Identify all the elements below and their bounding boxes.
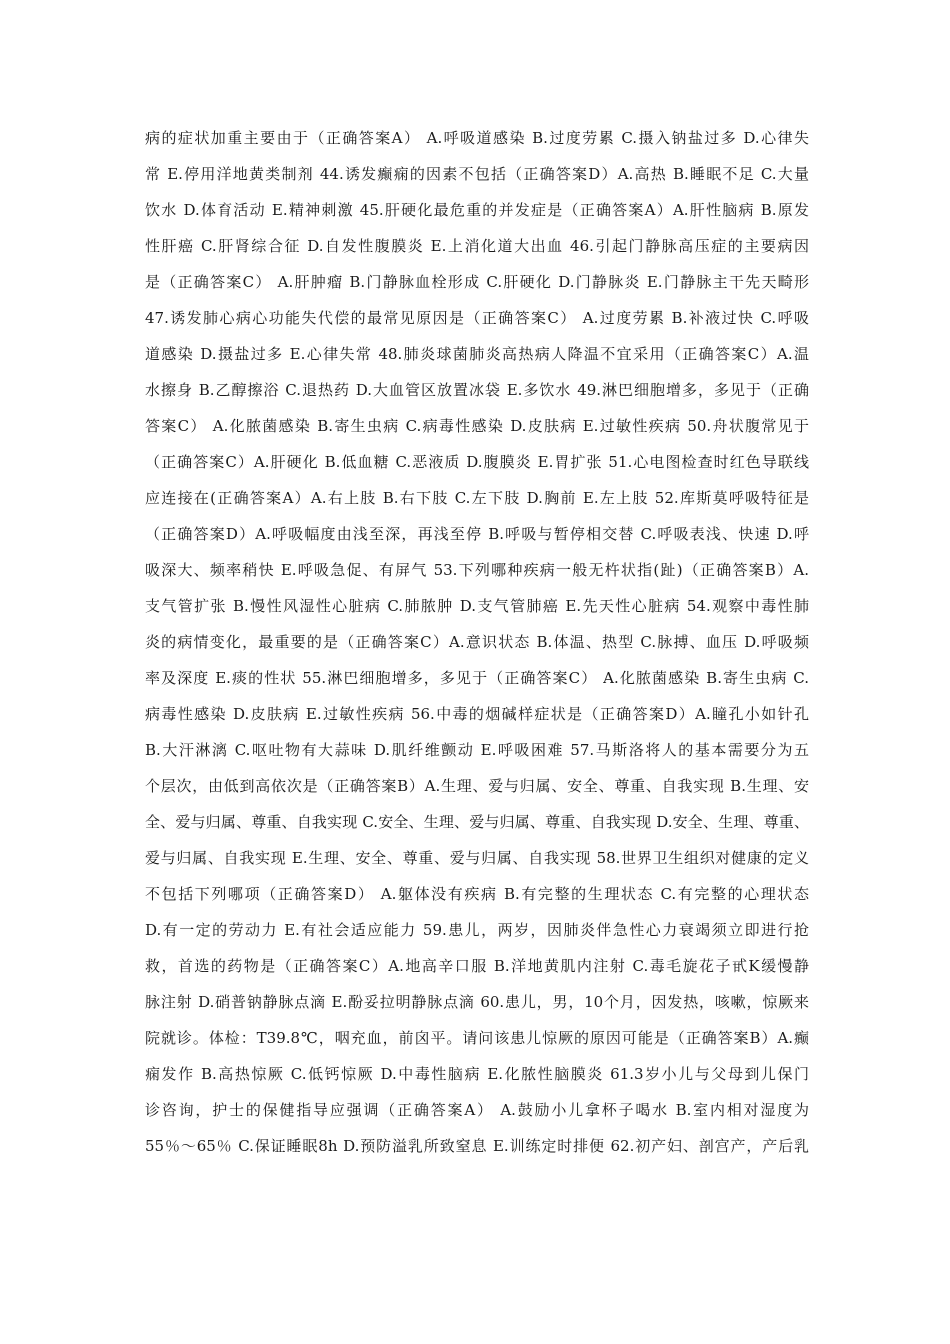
text-line: 炎的病情变化，最重要的是（正确答案C）A.意识状态 B.体温、热型 C.脉搏、血压 D.呼吸频: [145, 633, 809, 651]
text-line: 全、爱与归属、尊重、自我实现 C.安全、生理、爱与归属、尊重、自我实现 D.安全、生理、尊重、: [145, 813, 809, 831]
text-line: 常 E.停用洋地黄类制剂 44.诱发癫痫的因素不包括（正确答案D）A.高热 B.睡眠不足 C.大量: [145, 165, 809, 183]
text-line: 答案C） A.化脓菌感染 B.寄生虫病 C.病毒性感染 D.皮肤病 E.过敏性疾病 50.舟状腹常见于: [145, 417, 809, 435]
text-line: 病毒性感染 D.皮肤病 E.过敏性疾病 56.中毒的烟碱样症状是（正确答案D）A.瞳孔小如针孔: [145, 705, 809, 723]
text-line: 院就诊。体检：T39.8℃，咽充血，前囟平。请问该患儿惊厥的原因可能是（正确答案B）A.癫: [145, 1029, 809, 1047]
text-line: 道感染 D.摄盐过多 E.心律失常 48.肺炎球菌肺炎高热病人降温不宜采用（正确答案C）A.温: [145, 345, 809, 363]
text-line: 诊咨询，护士的保健指导应强调（正确答案A） A.鼓励小儿拿杯子喝水 B.室内相对湿度为: [145, 1101, 809, 1119]
text-line: 55％～65％ C.保证睡眠8h D.预防溢乳所致窒息 E.训练定时排便 62.初产妇、剖宫产，产后乳: [145, 1137, 809, 1155]
text-line: 水擦身 B.乙醇擦浴 C.退热药 D.大血管区放置冰袋 E.多饮水 49.淋巴细胞增多，多见于（正确: [145, 381, 809, 399]
text-line: 脉注射 D.硝普钠静脉点滴 E.酚妥拉明静脉点滴 60.患儿，男，10个月，因发热，咳嗽，惊厥来: [145, 993, 809, 1011]
text-line: 应连接在(正确答案A）A.右上肢 B.右下肢 C.左下肢 D.胸前 E.左上肢 52.库斯莫呼吸特征是: [145, 489, 809, 507]
text-line: D.有一定的劳动力 E.有社会适应能力 59.患儿，两岁，因肺炎伴急性心力衰竭须立即进行抢: [145, 921, 809, 939]
text-line: 救，首选的药物是（正确答案C）A.地高辛口服 B.洋地黄肌内注射 C.毒毛旋花子甙K缓慢静: [145, 957, 809, 975]
text-line: （正确答案D）A.呼吸幅度由浅至深，再浅至停 B.呼吸与暂停相交替 C.呼吸表浅、快速 D.呼: [145, 525, 809, 543]
text-line: 爱与归属、自我实现 E.生理、安全、尊重、爱与归属、自我实现 58.世界卫生组织对健康的定义: [145, 849, 809, 867]
document-body: [145, 120, 809, 1164]
text-line: 吸深大、频率稍快 E.呼吸急促、有屏气 53.下列哪种疾病一般无杵状指(趾)（正确答案B）A.: [145, 561, 809, 579]
text-line: 饮水 D.体育活动 E.精神刺激 45.肝硬化最危重的并发症是（正确答案A）A.肝性脑病 B.原发: [145, 201, 809, 219]
text-line: B.大汗淋漓 C.呕吐物有大蒜味 D.肌纤维颤动 E.呼吸困难 57.马斯洛将人的基本需要分为五: [145, 741, 809, 759]
text-line: 痫发作 B.高热惊厥 C.低钙惊厥 D.中毒性脑病 E.化脓性脑膜炎 61.3岁小儿与父母到儿保门: [145, 1065, 809, 1083]
text-line: 个层次，由低到高依次是（正确答案B）A.生理、爱与归属、安全、尊重、自我实现 B.生理、安: [145, 777, 809, 795]
text-line: （正确答案C）A.肝硬化 B.低血糖 C.恶液质 D.腹膜炎 E.胃扩张 51.心电图检查时红色导联线: [145, 453, 809, 471]
text-line: 不包括下列哪项（正确答案D） A.躯体没有疾病 B.有完整的生理状态 C.有完整的心理状态: [145, 885, 809, 903]
text-line: 支气管扩张 B.慢性风湿性心脏病 C.肺脓肿 D.支气管肺癌 E.先天性心脏病 54.观察中毒性肺: [145, 597, 809, 615]
text-line: 47.诱发肺心病心功能失代偿的最常见原因是（正确答案C） A.过度劳累 B.补液过快 C.呼吸: [145, 309, 809, 327]
text-line: 性肝癌 C.肝肾综合征 D.自发性腹膜炎 E.上消化道大出血 46.引起门静脉高压症的主要病因: [145, 237, 809, 255]
text-line: 病的症状加重主要由于（正确答案A） A.呼吸道感染 B.过度劳累 C.摄入钠盐过多 D.心律失: [145, 129, 809, 147]
text-line: 率及深度 E.痰的性状 55.淋巴细胞增多，多见于（正确答案C） A.化脓菌感染 B.寄生虫病 C.: [145, 669, 809, 687]
text-line: 是（正确答案C） A.肝肿瘤 B.门静脉血栓形成 C.肝硬化 D.门静脉炎 E.门静脉主干先天畸形: [145, 273, 809, 291]
